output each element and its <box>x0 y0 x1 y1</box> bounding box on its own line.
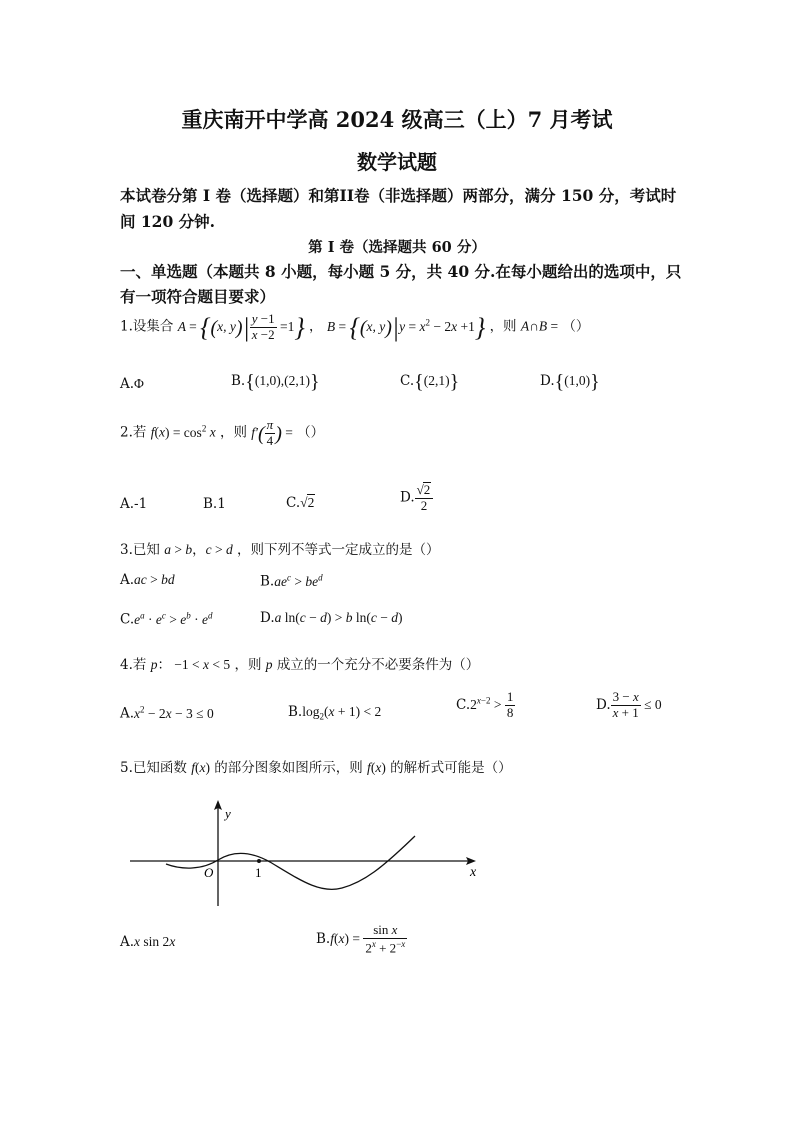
section-title: 第 I 卷（选择题共 60 分） <box>308 239 486 256</box>
question-1-prefix: 1.设集合 <box>120 318 174 335</box>
question-3-option-d: D.a ln(c − d) > b ln(c − d) <box>260 610 403 626</box>
question-2-option-c: C.√2 <box>286 495 315 511</box>
question-4-option-c: $C.2^{x-2}$ > $\frac{1}{8}$ <box>456 689 514 720</box>
question-1-stem: 1.设集合 A = {(x, y)| $\frac{y -1}{x -2}$ =1} ， B = {(x, $y)|y = x^2 - 2x +1$} ，则 A∩B = （） <box>120 311 590 342</box>
intro-line-1: 本试卷分第 I 卷（选择题）和第II卷（非选择题）两部分，满分 150 分，考试时 <box>120 186 677 205</box>
tick-1-marker <box>257 859 261 863</box>
question-1-option-a: A.Φ <box>120 376 144 392</box>
question-2-option-b: B.1 <box>203 496 226 512</box>
question-2-stem: 2.若 $f(x) = \cos^2 x$ ，则 f′( $\frac{\pi}{4}$ ) = （） <box>120 417 325 448</box>
question-1-option-d: D.{(1,0)} <box>540 371 600 393</box>
question-5-option-a: A.x sin 2x <box>120 934 176 950</box>
question-3-stem: 3.已知 a > b，c > d ，则下列不等式一定成立的是（） <box>120 542 440 558</box>
function-graph <box>130 796 490 912</box>
question-5-stem: 5.已知函数 f(x) 的部分图象如图所示，则 f(x) 的解析式可能是（） <box>120 760 512 776</box>
question-1-set-b: B = {(x, $y)|y = x^2 - 2x +1$} <box>326 312 486 342</box>
question-4-option-b: $B.\log_2(x + 1) < 2$ <box>288 704 382 722</box>
intro-line-2: 间 120 分钟. <box>120 212 216 231</box>
origin-label: O <box>204 865 214 880</box>
question-1-set-a: A = {(x, y)| $\frac{y -1}{x -2}$ =1} <box>177 311 305 342</box>
question-1-option-c: C.{(2,1)} <box>400 371 460 393</box>
question-4-option-d: D. $\frac{3 - x}{x + 1}$ ≤ 0 <box>596 689 662 720</box>
function-curve <box>166 836 415 889</box>
question-4-stem: 4.若 p： −1 < x < 5 ，则 p 成立的一个充分不必要条件为（） <box>120 657 480 673</box>
question-5-option-b: B.f(x) = $\frac{\text{sin x}}{2^x + 2^{-x}}$ <box>316 922 406 956</box>
question-3-option-b: $B.ae^c > be^d$ <box>260 572 323 590</box>
y-axis-label: y <box>225 806 231 821</box>
question-4-option-a: $A.x^2 - 2x - 3 \le 0$ <box>120 704 214 722</box>
section-heading-line-1: 一、单选题（本题共 8 小题，每小题 5 分，共 40 分.在每小题给出的选项中，只 <box>120 262 682 281</box>
section-heading-line-2: 有一项符合题目要求） <box>120 287 276 306</box>
question-2-option-a: A.-1 <box>120 496 148 512</box>
question-2-option-d: D. $\frac{√2}{2}$ <box>400 482 433 514</box>
exam-title: 重庆南开中学高 2024 级高三（上）7 月考试 <box>181 107 613 132</box>
question-2-function: $f(x) = \cos^2 x$ <box>150 423 216 440</box>
exam-subtitle: 数学试题 <box>357 150 437 174</box>
question-1-expression: A∩B = <box>520 318 559 334</box>
tick-1-label: 1 <box>255 865 262 880</box>
question-2-derivative: f′( $\frac{\pi}{4}$ ) = <box>251 417 293 448</box>
question-3-option-c: $C.e^a \cdot e^c > e^b \cdot e^d$ <box>120 610 213 628</box>
question-1-option-b: B.{(1,0),(2,1)} <box>231 371 320 393</box>
x-axis-label: x <box>470 865 477 880</box>
question-3-option-a: A.ac > bd <box>120 572 175 588</box>
